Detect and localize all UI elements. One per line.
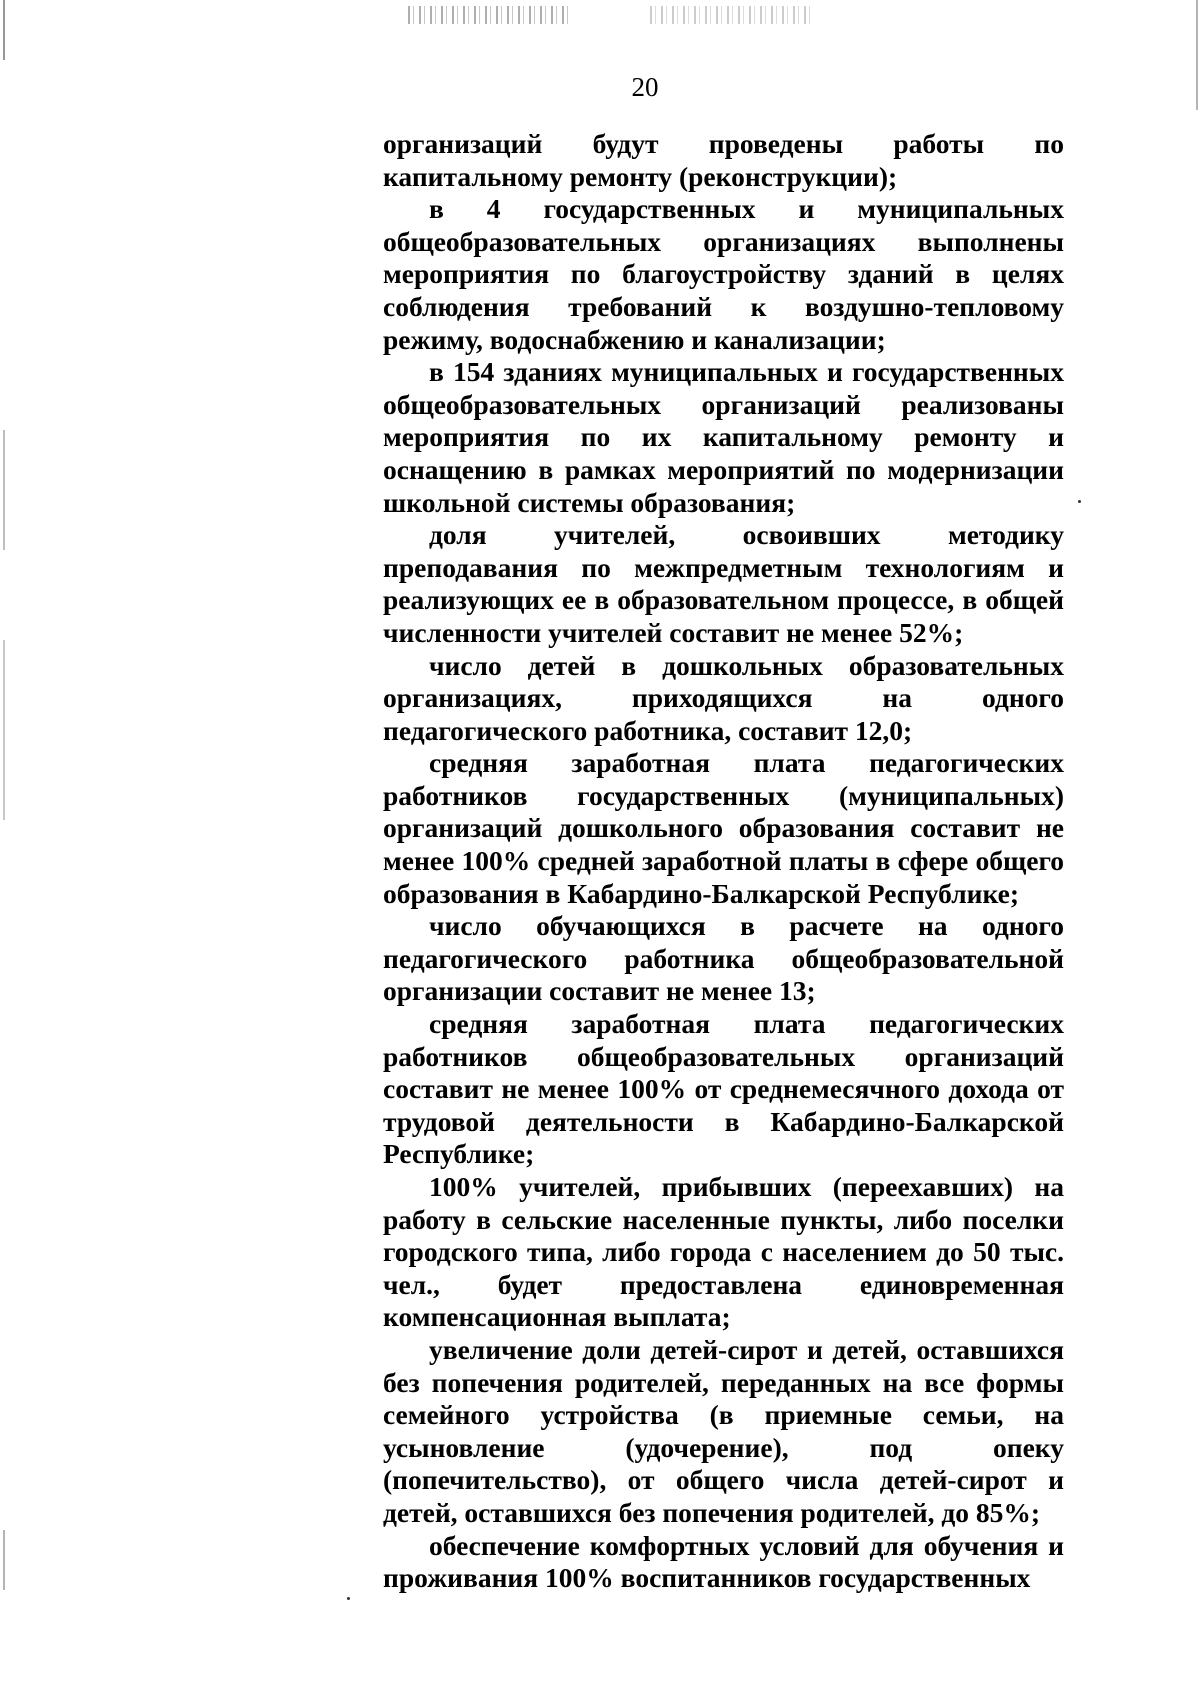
paragraph: число детей в дошкольных образовательных организациях, приходящихся на одного педагогического работника, составит 12,0; — [383, 649, 1064, 746]
left-edge-scan-mark — [3, 430, 5, 550]
paragraph-continuation: организаций будут проведены работы по капитальному ремонту (реконструкции); — [383, 128, 1064, 192]
left-edge-scan-mark — [3, 0, 5, 60]
paragraph: доля учителей, освоивших методику преподавания по межпредметным технологиям и реализующих ее в образовательном процессе, в общей численности учителей составит не менее 52%; — [383, 519, 1064, 648]
document-body — [383, 128, 1064, 1595]
paragraph: увеличение доли детей-сирот и детей, оставшихся без попечения родителей, переданных на все формы семейного устройства (в приемные семьи, на усыновление (удочерение), под опеку (попечительство), от общего числа детей-сирот и детей, оставшихся без попечения родителей, до 85%; — [383, 1333, 1064, 1528]
paragraph: средняя заработная плата педагогических работников государственных (муниципальных) организаций дошкольного образования составит не менее 100% средней заработной платы в сфере общего образования в Кабардино-Балкарской Республике; — [383, 747, 1064, 909]
scan-artifact-top-right — [650, 6, 810, 24]
paragraph: 100% учителей, прибывших (переехавших) на работу в сельские населенные пункты, либо поселки городского типа, либо города с населением до 50 тыс. чел., будет предоставлена единовременная компенсационная выплата; — [383, 1171, 1064, 1333]
scan-speck — [1078, 500, 1081, 503]
left-edge-scan-mark — [3, 640, 5, 820]
scan-speck — [347, 1597, 350, 1600]
paragraph: в 154 зданиях муниципальных и государственных общеобразовательных организаций реализованы мероприятия по их капитальному ремонту и оснащению в рамках мероприятий по модернизации школьной системы образования; — [383, 356, 1064, 518]
paragraph: число обучающихся в расчете на одного педагогического работника общеобразовательной организации составит не менее 13; — [383, 910, 1064, 1007]
left-edge-scan-mark — [3, 1530, 5, 1590]
paragraph: в 4 государственных и муниципальных общеобразовательных организациях выполнены мероприятия по благоустройству зданий в целях соблюдения требований к воздушно-тепловому режиму, водоснабжению и канализации; — [383, 193, 1064, 355]
scan-artifact-top-left — [408, 6, 568, 24]
page-number: 20 — [631, 72, 659, 102]
paragraph: обеспечение комфортных условий для обучения и проживания 100% воспитанников государственных — [383, 1529, 1064, 1594]
paragraph: средняя заработная плата педагогических работников общеобразовательных организаций составит не менее 100% от среднемесячного дохода от трудовой деятельности в Кабардино-Балкарской Республике; — [383, 1008, 1064, 1170]
